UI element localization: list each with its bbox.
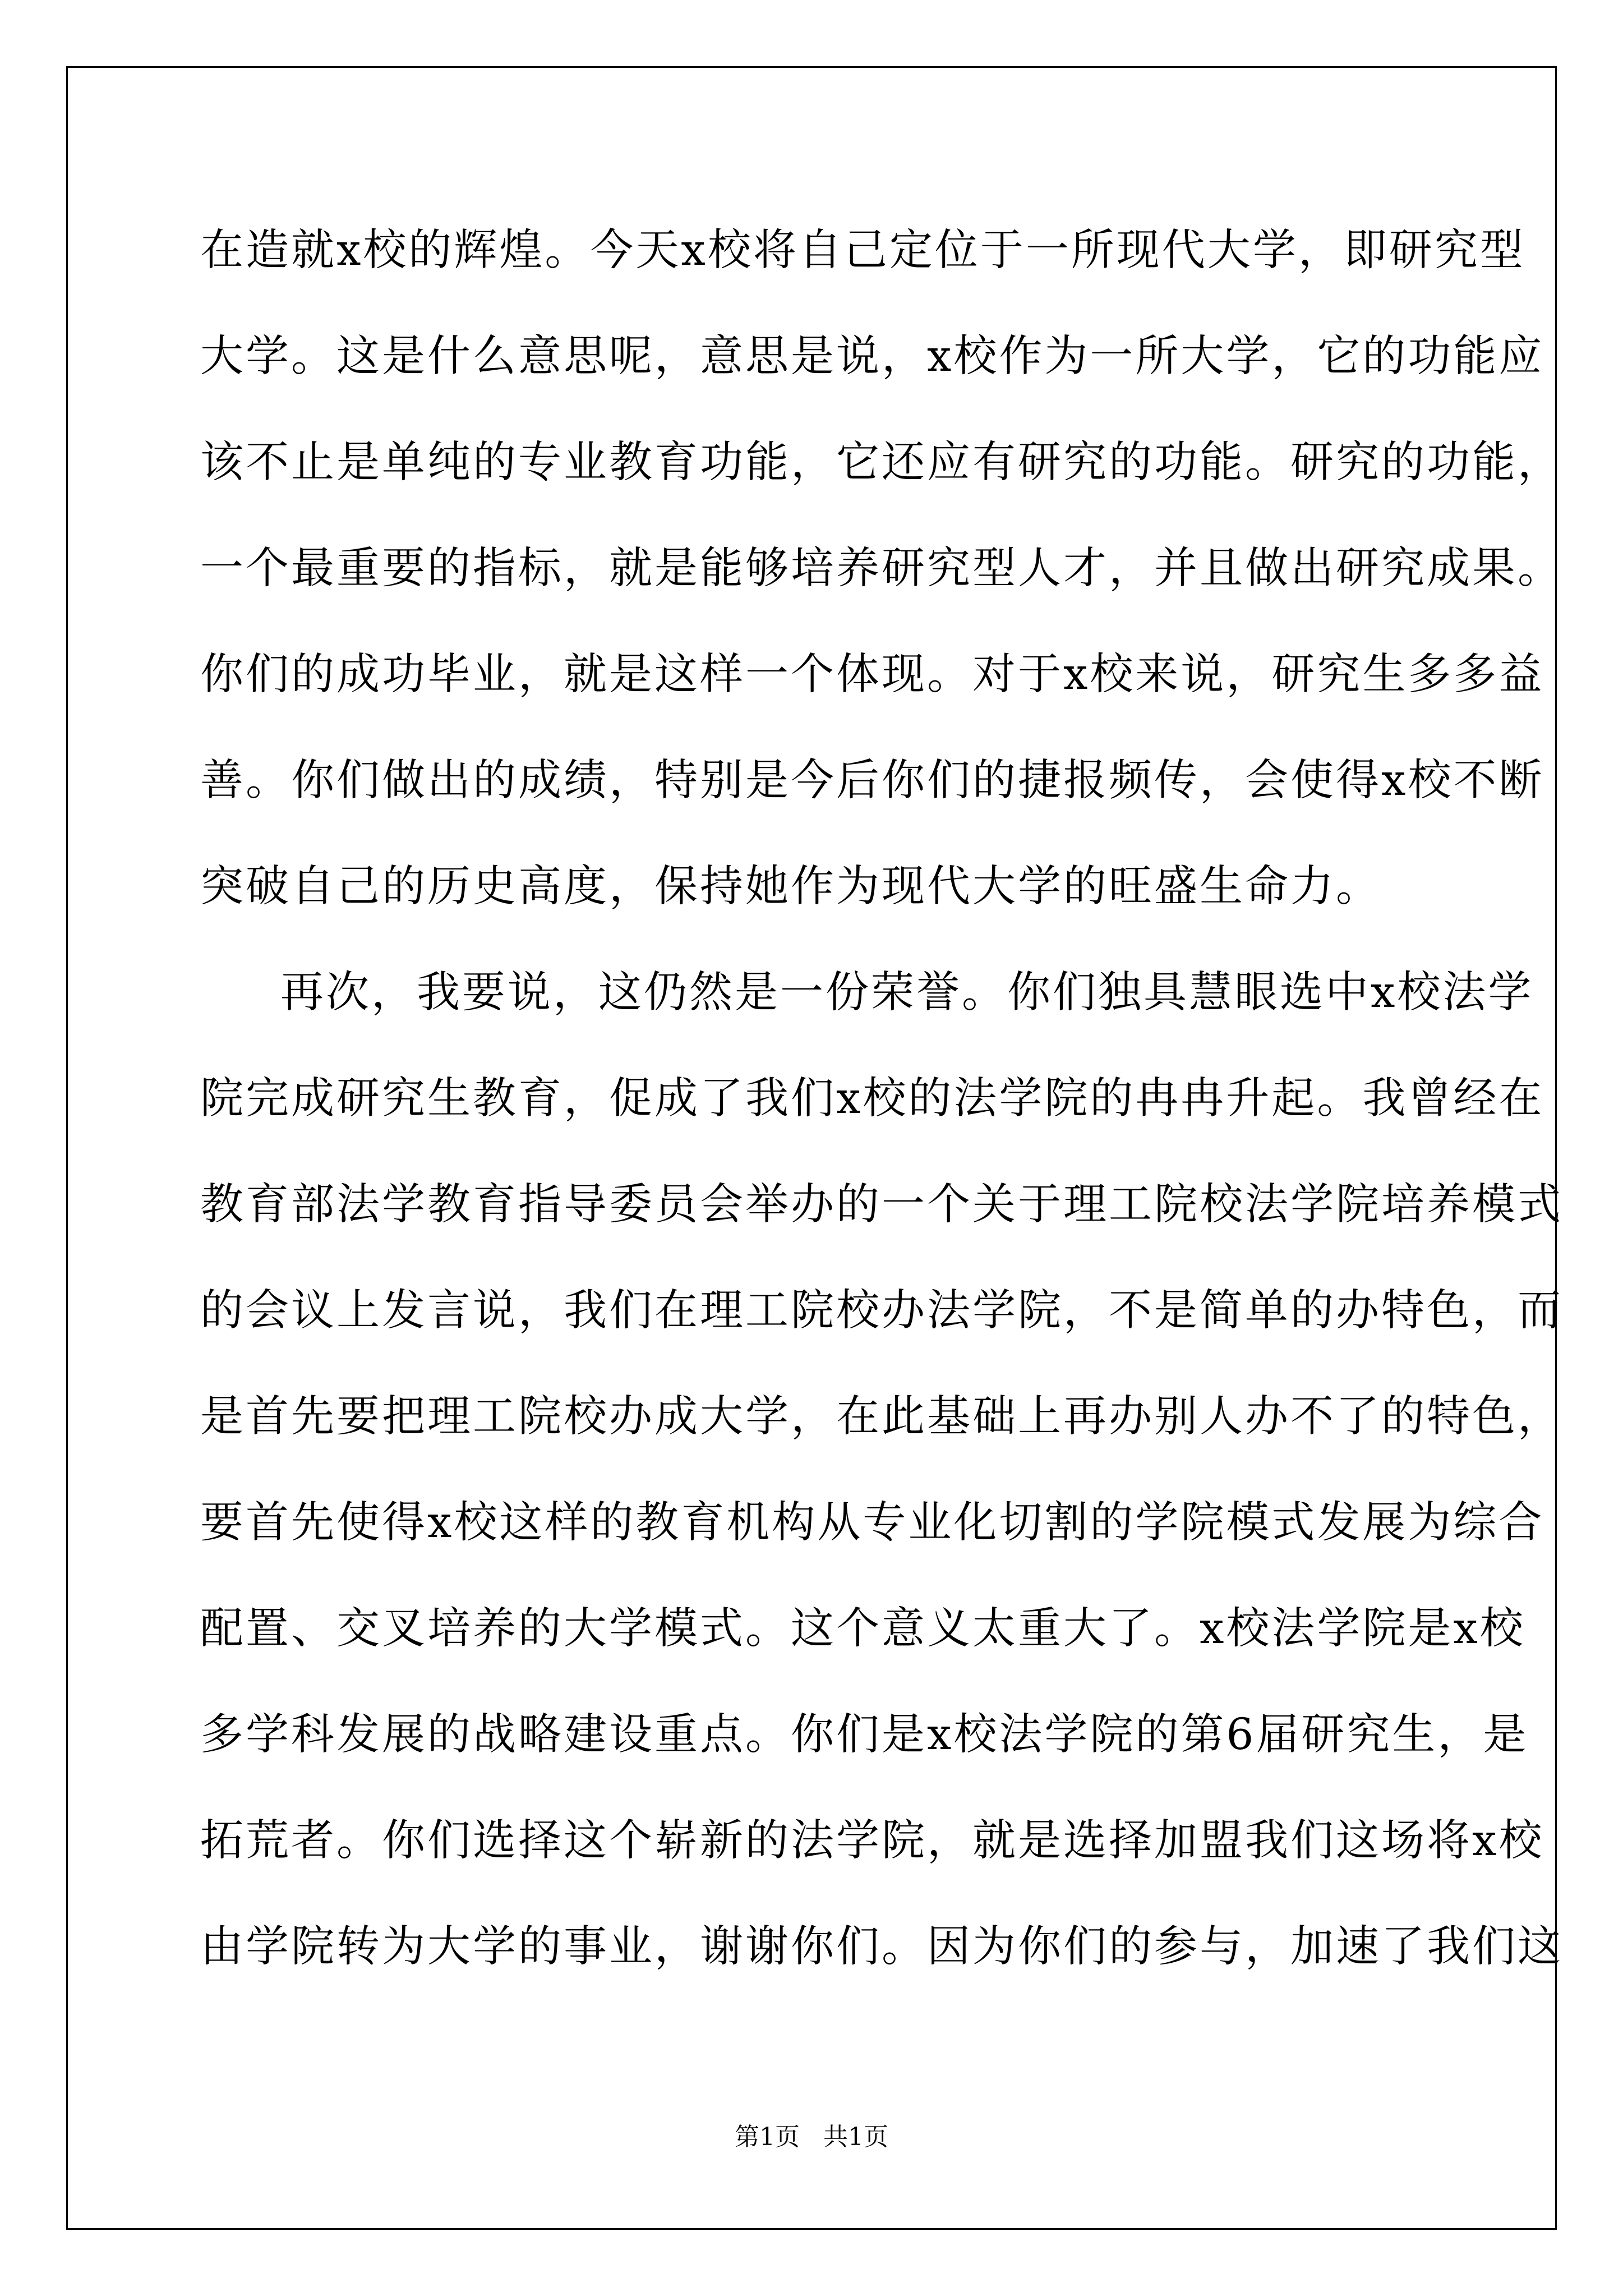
body-line-12: 是首先要把理工院校办成大学，在此基础上再办别人办不了的特色， xyxy=(200,1392,1563,1442)
body-line-2: 大学。这是什么意思呢，意思是说，x校作为一所大学，它的功能应 xyxy=(200,332,1544,381)
body-line-1: 在造就x校的辉煌。今天x校将自己定位于一所现代大学，即研究型 xyxy=(200,226,1525,275)
body-line-10: 教育部法学教育指导委员会举办的一个关于理工院校法学院培养模式 xyxy=(200,1180,1563,1230)
page-footer: 第1页 共1页 xyxy=(735,2123,888,2151)
body-line-9: 院完成研究生教育，促成了我们x校的法学院的冉冉升起。我曾经在 xyxy=(200,1074,1544,1124)
body-line-11: 的会议上发言说，我们在理工院校办法学院，不是简单的办特色，而 xyxy=(200,1286,1563,1336)
body-line-5: 你们的成功毕业，就是这样一个体现。对于x校来说，研究生多多益 xyxy=(200,650,1544,700)
page-border xyxy=(66,66,1563,2230)
body-line-3: 该不止是单纯的专业教育功能，它还应有研究的功能。研究的功能， xyxy=(200,438,1563,487)
body-line-7: 突破自己的历史高度，保持她作为现代大学的旺盛生命力。 xyxy=(200,862,1381,912)
body-line-16: 拓荒者。你们选择这个崭新的法学院，就是选择加盟我们这场将x校 xyxy=(200,1816,1544,1866)
body-line-15: 多学科发展的战略建设重点。你们是x校法学院的第6届研究生，是 xyxy=(200,1710,1529,1760)
body-line-13: 要首先使得x校这样的教育机构从专业化切割的学院模式发展为综合 xyxy=(200,1498,1544,1548)
paragraph-2-first-line: 再次，我要说，这仍然是一份荣誉。你们独具慧眼选中x校法学 xyxy=(280,968,1534,1018)
body-line-17: 由学院转为大学的事业，谢谢你们。因为你们的参与，加速了我们这 xyxy=(200,1922,1563,1972)
body-line-14: 配置、交叉培养的大学模式。这个意义太重大了。x校法学院是x校 xyxy=(200,1604,1525,1654)
body-line-4: 一个最重要的指标，就是能够培养研究型人才，并且做出研究成果。 xyxy=(200,544,1563,593)
body-line-6: 善。你们做出的成绩，特别是今后你们的捷报频传，会使得x校不断 xyxy=(200,756,1544,806)
